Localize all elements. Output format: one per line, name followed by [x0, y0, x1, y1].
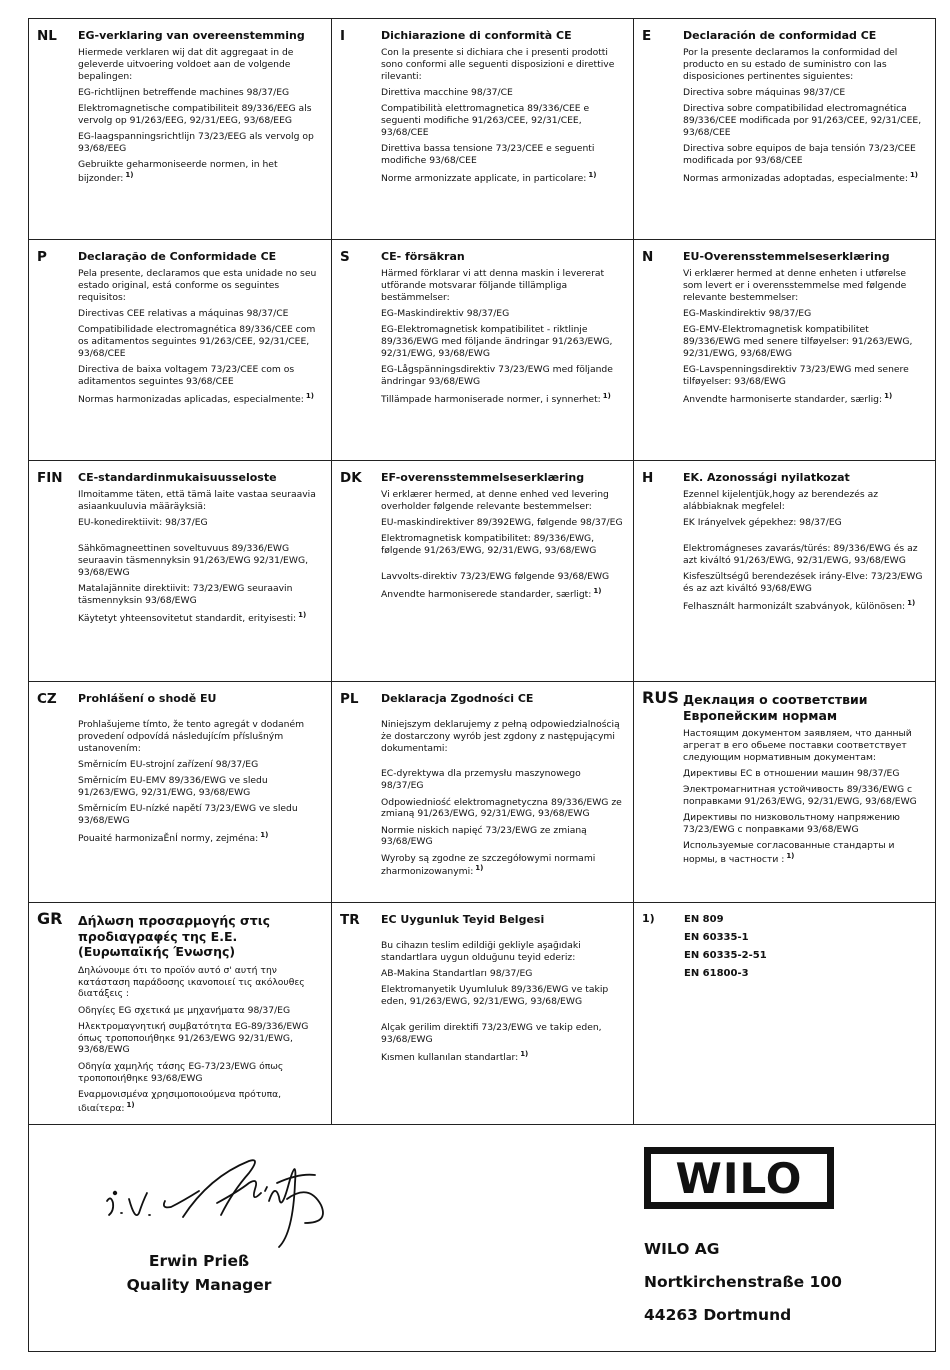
- declaration-paragraph: [381, 87, 625, 99]
- company-name: WILO AG: [644, 1240, 720, 1258]
- paragraph-text: Direttiva bassa tensione 73/23/CEE e seguenti modifiche 93/68/CEE: [381, 143, 595, 166]
- declaration-paragraph: [683, 489, 927, 513]
- footnote-marker: 1): [593, 587, 602, 596]
- declaration-cell-cz: [29, 682, 332, 903]
- declaration-paragraph: [381, 940, 625, 964]
- paragraph-text: Tillämpade harmoniserade normer, i synnerhet:: [381, 394, 601, 406]
- paragraph-text: Директивы ЕС в отношении машин 98/37/EG: [683, 768, 900, 780]
- declaration-paragraph: [381, 768, 625, 792]
- declaration-title: CE-standardinmukaisuusseloste: [78, 471, 277, 484]
- declaration-paragraph: [78, 1061, 323, 1085]
- declaration-paragraph: [78, 517, 323, 529]
- declaration-paragraph: [381, 517, 625, 529]
- logo-text: WILO: [675, 1153, 803, 1203]
- declaration-body: [381, 250, 625, 410]
- declaration-body: [78, 250, 323, 410]
- declaration-cell-i: [332, 19, 634, 240]
- language-code: N: [642, 249, 654, 265]
- paragraph-text: Felhasznált harmonizált szabványok, különösen:: [683, 601, 906, 613]
- declaration-body: [381, 29, 625, 189]
- footnote-marker: 1): [909, 171, 919, 180]
- paragraph-text: Directivas CEE relativas a máquinas 98/37/CE: [78, 307, 289, 319]
- declaration-paragraph: [683, 571, 927, 595]
- paragraph-text: Οδηγίες EG σχετικά με μηχανήματα 98/37/EG: [78, 1004, 291, 1016]
- declaration-title: EK. Azonossági nyilatkozat: [683, 471, 850, 484]
- declaration-paragraph: [78, 47, 323, 82]
- language-code: E: [642, 28, 652, 44]
- paragraph-text: EG-Elektromagnetisk kompatibilitet - riktlinje 89/336/EWG med följande ändringar 91/263/EWG, 92/31/EWG, 93/68/EWG: [381, 324, 613, 359]
- paragraph-text: Anvendte harmoniserede standarder, særligt:: [381, 589, 592, 601]
- paragraph-text: Normie niskich napięć 73/23/EWG ze zmianą 93/68/EWG: [381, 824, 587, 848]
- paragraph-text: EG-Maskindirektiv 98/37/EG: [683, 307, 812, 319]
- declaration-paragraph: [683, 812, 927, 836]
- declaration-paragraph: [381, 1022, 625, 1046]
- declaration-cell-s: [332, 240, 634, 461]
- paragraph-text: Hiermede verklaren wij dat dit aggregaat in de geleverde uitvoering voldoet aan de volgende bepalingen:: [78, 47, 294, 82]
- declaration-paragraph: [78, 489, 323, 513]
- paragraph-text: Norme armonizzate applicate, in particolare:: [381, 173, 587, 185]
- declaration-body: [78, 471, 323, 629]
- paragraph-text: Pouaité harmonizaĚnÍ normy, zejména:: [78, 833, 259, 845]
- paragraph-text: Δηλώνουμε ότι το προϊόν αυτό σ' αυτή την κατάσταση παράδοσης ικανοποιεί τις ακόλουθες διατάξεις :: [78, 964, 305, 1000]
- footnote-marker: 1): [126, 1100, 135, 1109]
- declaration-paragraph: [381, 533, 625, 557]
- declaration-cell-pl: [332, 682, 634, 903]
- paragraph-text: Normas armonizadas adoptadas, especialmente:: [683, 173, 908, 185]
- declaration-paragraph: [78, 268, 323, 303]
- declaration-paragraph: [381, 797, 625, 821]
- declaration-paragraph: [78, 719, 323, 754]
- declaration-paragraph: [683, 268, 927, 303]
- declaration-paragraph: [381, 392, 625, 406]
- footnote-marker: 1): [305, 392, 314, 401]
- paragraph-text: Электромагнитная устойчивость 89/336/EWG с поправками 91/263/EWG, 92/31/EWG, 93/68/EWG: [683, 784, 917, 808]
- footnote-marker: 1): [475, 864, 484, 873]
- declaration-cell-fin: [29, 461, 332, 682]
- paragraph-text: Elektromanyetik Uyumluluk 89/336/EWG ve takip eden, 91/263/EWG, 92/31/EWG, 93/68/EWG: [381, 984, 609, 1008]
- declaration-title: EU-Overensstemmelseserklæring: [683, 250, 890, 263]
- paragraph-text: Direttiva macchine 98/37/CE: [381, 86, 513, 98]
- declaration-paragraph: [683, 728, 927, 763]
- declaration-paragraph: [381, 103, 625, 138]
- declaration-paragraph: [683, 784, 927, 808]
- company-address: [644, 1233, 842, 1332]
- declaration-paragraph: [78, 1089, 323, 1115]
- standards-list: [684, 911, 767, 983]
- declaration-paragraph: [683, 308, 927, 320]
- declaration-body: [683, 250, 927, 410]
- declaration-paragraph: [683, 103, 927, 138]
- declaration-paragraph: [683, 543, 927, 567]
- paragraph-text: Используемые согласованные стандарты и нормы, в частности :: [683, 840, 895, 866]
- declaration-paragraph: [78, 803, 323, 827]
- declaration-title: Dichiarazione di conformità CE: [381, 29, 572, 42]
- language-code: NL: [37, 28, 57, 44]
- paragraph-text: Lavvolts-direktiv 73/23/EWG følgende 93/68/EWG: [381, 571, 610, 583]
- declaration-paragraph: [78, 159, 323, 185]
- declaration-paragraph: [683, 171, 927, 185]
- declaration-cell-dk: [332, 461, 634, 682]
- paragraph-text: Směrnicím EU-nízké napětí 73/23/EWG ve sledu 93/68/EWG: [78, 803, 298, 827]
- footnote-marker: 1): [260, 831, 269, 840]
- paragraph-text: Bu cihazın teslim edildiği gekliyle aşağıdaki standartlara uygun olduğunu teyid ederiz:: [381, 940, 581, 963]
- language-code: DK: [340, 470, 362, 486]
- declaration-title: EF-overensstemmelseserklæring: [381, 471, 585, 484]
- paragraph-text: Gebruikte geharmoniseerde normen, in het bijzonder:: [78, 159, 278, 185]
- paragraph-text: Vi erklærer hermed, at denne enhed ved levering overholder følgende relevante bestemmelser:: [381, 489, 609, 512]
- paragraph-text: Kısmen kullanılan standartlar:: [381, 1052, 519, 1064]
- declaration-paragraph: [381, 171, 625, 185]
- declaration-body: [381, 913, 625, 1068]
- paragraph-text: Ηλεκτρομαγνητική συμβατότητα EG-89/336/EWG όπως τροποποιήθηκε 91/263/EWG 92/31/EWG, 93/68/EWG: [78, 1020, 309, 1056]
- paragraph-text: EG-richtlijnen betreffende machines 98/37/EG: [78, 86, 290, 98]
- declaration-paragraph: [683, 840, 927, 866]
- declaration-paragraph: [78, 1021, 323, 1056]
- paragraph-text: EU-konedirektiivit: 98/37/EG: [78, 517, 208, 529]
- declaration-paragraph: [381, 571, 625, 583]
- declaration-paragraph: [78, 759, 323, 771]
- paragraph-text: Elektromágneses zavarás/türés: 89/336/EWG és az azt kiváltó 91/263/EWG, 92/31/EWG, 93/68/EWG: [683, 542, 918, 566]
- declaration-body: [683, 29, 927, 189]
- paragraph-text: AB-Makina Standartları 98/37/EG: [381, 968, 533, 980]
- language-code: GR: [37, 909, 63, 928]
- declaration-paragraph: [683, 47, 927, 82]
- declaration-cell-h: [634, 461, 935, 682]
- declaration-cell-n: [634, 240, 935, 461]
- paragraph-text: Ilmoitamme täten, että tämä laite vastaa seuraavia asiaankuuluvia määräyksiä:: [78, 489, 316, 512]
- footnote-marker: 1): [298, 610, 307, 619]
- footnote-marker: 1): [602, 392, 611, 401]
- declaration-paragraph: [78, 103, 323, 127]
- standards-cell: [634, 903, 935, 1125]
- declaration-paragraph: [78, 131, 323, 155]
- wilo-logo: [644, 1147, 834, 1209]
- paragraph-text: Normas harmonizadas aplicadas, especialmente:: [78, 394, 304, 406]
- declaration-title: CE- försäkran: [381, 250, 465, 263]
- signature-image: [99, 1143, 339, 1253]
- signatory-name: Erwin Prieß: [148, 1252, 250, 1270]
- standard-item: EN 809: [684, 914, 724, 925]
- paragraph-text: Εναρμονισμένα χρησιμοποιούμενα πρότυπα, ιδιαίτερα:: [78, 1088, 282, 1114]
- declaration-paragraph: [78, 392, 323, 406]
- declaration-grid: [29, 19, 935, 1125]
- paragraph-text: Elektromagnetische compatibiliteit 89/336/EEG als vervolg op 91/263/EEG, 92/31/EEG, 93/68/EEG: [78, 103, 312, 127]
- paragraph-text: Anvendte harmoniserte standarder, særlig:: [683, 394, 883, 406]
- paragraph-text: Директивы по низковольтному напряжению 73/23/EWG с поправками 93/68/EWG: [683, 812, 900, 836]
- declaration-title: Деклация о соответствии Европейским нормам: [683, 692, 868, 723]
- declaration-paragraph: [78, 965, 323, 1000]
- paragraph-text: Con la presente si dichiara che i presenti prodotti sono conformi alle seguenti disposizioni e direttive rilevanti:: [381, 47, 615, 82]
- paragraph-text: Kisfeszültségű berendezések irány-Elve: 73/23/EWG és az azt kiváltó 93/68/EWG: [683, 571, 923, 594]
- declaration-cell-nl: [29, 19, 332, 240]
- language-code: RUS: [642, 688, 679, 707]
- declaration-paragraph: [78, 308, 323, 320]
- paragraph-text: EG-Lågspänningsdirektiv 73/23/EWG med följande ändringar 93/68/EWG: [381, 364, 613, 387]
- company-street: Nortkirchenstraße 100: [644, 1273, 842, 1291]
- declaration-paragraph: [78, 775, 323, 799]
- standard-item: EN 61800-3: [684, 968, 749, 979]
- declaration-title: EC Uygunluk Teyid Belgesi: [381, 913, 545, 926]
- declaration-paragraph: [381, 489, 625, 513]
- language-code: I: [340, 28, 346, 44]
- language-code: PL: [340, 691, 359, 707]
- paragraph-text: Matalajännite direktiivit: 73/23/EWG seuraavin täsmennyksin 93/68/EWG: [78, 582, 293, 606]
- declaration-paragraph: [683, 517, 927, 529]
- declaration-paragraph: [381, 364, 625, 388]
- language-code: S: [340, 249, 350, 265]
- declaration-title: EG-verklaring van overeenstemming: [78, 29, 305, 42]
- paragraph-text: Wyroby są zgodne ze szczegółowymi normami zharmonizowanymi:: [381, 852, 596, 878]
- declaration-paragraph: [381, 47, 625, 82]
- declaration-paragraph: [381, 308, 625, 320]
- paragraph-text: Ezennel kijelentjük,hogy az berendezés az alábbiaknak megfelel:: [683, 489, 879, 512]
- language-code: FIN: [37, 470, 63, 486]
- declaration-paragraph: [78, 611, 323, 625]
- paragraph-text: Οδηγία χαμηλής τάσης EG-73/23/EWG όπως τροποποιήθηκε 93/68/EWG: [78, 1060, 284, 1084]
- declaration-paragraph: [78, 543, 323, 578]
- footnote-marker: 1): [588, 171, 597, 180]
- declaration-title: Declaração de Conformidade CE: [78, 250, 277, 263]
- paragraph-text: Compatibilidade electromagnética 89/336/CEE com os aditamentos seguintes 91/263/CEE, 92/31/CEE, 93/68/CEE: [78, 324, 316, 359]
- declaration-paragraph: [78, 324, 323, 359]
- signatory-block: [119, 1249, 279, 1297]
- declaration-body: [78, 29, 323, 189]
- company-city: 44263 Dortmund: [644, 1306, 792, 1324]
- paragraph-text: Vi erklærer hermed at denne enheten i utførelse som levert er i overensstemmelse med følgende relevante bestemmelser:: [683, 268, 907, 303]
- declaration-title: Δήλωση προσαρμογής στις προδιαγραφές της Ε.Ε. (Ευρωπαϊκής Ένωσης): [78, 913, 270, 960]
- paragraph-text: Směrnicím EU-strojní zařízení 98/37/EG: [78, 758, 259, 770]
- footnote-marker: 1): [520, 1050, 529, 1059]
- declaration-paragraph: [78, 831, 323, 845]
- declaration-paragraph: [381, 143, 625, 167]
- paragraph-text: Directiva sobre equipos de baja tensión 73/23/CEE modificada por 93/68/CEE: [683, 143, 916, 166]
- declaration-body: [381, 692, 625, 883]
- declaration-paragraph: [381, 968, 625, 980]
- paragraph-text: Elektromagnetisk kompatibilitet: 89/336/EWG, følgende 91/263/EWG, 92/31/EWG, 93/68/EWG: [381, 533, 597, 557]
- paragraph-text: Härmed förklarar vi att denna maskin i levererat utförande motsvarar följande tillämpliga bestämmelser:: [381, 268, 605, 303]
- declaration-paragraph: [683, 364, 927, 388]
- declaration-paragraph: [381, 853, 625, 879]
- declaration-paragraph: [683, 143, 927, 167]
- language-code: CZ: [37, 691, 57, 707]
- declaration-paragraph: [381, 587, 625, 601]
- declaration-body: [683, 692, 927, 870]
- declaration-paragraph: [78, 364, 323, 388]
- paragraph-text: Directiva de baixa voltagem 73/23/CEE com os aditamentos seguintes 93/68/CEE: [78, 364, 295, 387]
- declaration-body: [381, 471, 625, 606]
- declaration-body: [78, 692, 323, 850]
- paragraph-text: EG-EMV-Elektromagnetisk kompatibilitet 89/336/EWG med senere tilføyelser: 91/263/EWG, 92/31/EWG, 93/68/EWG: [683, 324, 913, 359]
- standard-item: EN 60335-1: [684, 932, 749, 943]
- declaration-frame: [28, 18, 936, 1352]
- declaration-paragraph: [381, 324, 625, 359]
- paragraph-text: Compatibilità elettromagnetica 89/336/CEE e seguenti modifiche 91/263/CEE, 92/31/CEE, 93/68/CEE: [381, 103, 590, 138]
- footnote-marker: 1): [125, 171, 134, 180]
- declaration-title: Prohlášení o shodě EU: [78, 692, 217, 705]
- standards-footnote-label: 1): [642, 912, 655, 925]
- footnote-marker: 1): [884, 392, 893, 401]
- declaration-title: Deklaracja Zgodności CE: [381, 692, 534, 705]
- paragraph-text: Niniejszym deklarujemy z pełną odpowiedzialnością że dostarczony wyrób jest zgdony z następującymi dokumentami:: [381, 719, 620, 754]
- paragraph-text: EG-Lavspenningsdirektiv 73/23/EWG med senere tilføyelser: 93/68/EWG: [683, 364, 909, 387]
- footnote-marker: 1): [907, 599, 916, 608]
- language-code: TR: [340, 912, 360, 928]
- declaration-paragraph: [381, 984, 625, 1008]
- declaration-cell-tr: [332, 903, 634, 1125]
- declaration-paragraph: [381, 268, 625, 303]
- declaration-cell-e: [634, 19, 935, 240]
- paragraph-text: Käytetyt yhteensovitetut standardit, erityisesti:: [78, 612, 297, 624]
- paragraph-text: Alçak gerilim direktifi 73/23/EWG ve takip eden, 93/68/EWG: [381, 1022, 602, 1045]
- standard-item: EN 60335-2-51: [684, 950, 767, 961]
- paragraph-text: EG-laagspanningsrichtlijn 73/23/EEG als vervolg op 93/68/EEG: [78, 131, 314, 155]
- declaration-paragraph: [683, 392, 927, 406]
- paragraph-text: Směrnicím EU-EMV 89/336/EWG ve sledu 91/263/EWG, 92/31/EWG, 93/68/EWG: [78, 775, 268, 799]
- declaration-paragraph: [78, 87, 323, 99]
- declaration-paragraph: [78, 1005, 323, 1017]
- declaration-cell-rus: [634, 682, 935, 903]
- declaration-cell-gr: [29, 903, 332, 1125]
- paragraph-text: EG-Maskindirektiv 98/37/EG: [381, 307, 510, 319]
- paragraph-text: EC-dyrektywa dla przemysłu maszynowego 98/37/EG: [381, 768, 581, 792]
- declaration-title: Declaración de conformidad CE: [683, 29, 877, 42]
- paragraph-text: Directiva sobre compatibilidad electromagnética 89/336/CEE modificada por 91/263/CEE, 92/31/CEE, 93/68/CEE: [683, 103, 922, 138]
- declaration-body: [683, 471, 927, 617]
- paragraph-text: Por la presente declaramos la conformidad del producto en su estado de suministro con las disposiciones pertinentes siguientes:: [683, 47, 898, 82]
- footnote-marker: 1): [786, 852, 795, 861]
- footer-section: [29, 1125, 935, 1351]
- paragraph-text: EK Irányelvek gépekhez: 98/37/EG: [683, 517, 842, 529]
- paragraph-text: Sähkömagneettinen soveltuvuus 89/336/EWG seuraavin täsmennyksin 91/263/EWG 92/31/EWG, 93/68/EWG: [78, 542, 308, 578]
- declaration-paragraph: [683, 768, 927, 780]
- signatory-role: Quality Manager: [126, 1276, 272, 1295]
- declaration-paragraph: [381, 719, 625, 754]
- language-code: P: [37, 249, 47, 265]
- declaration-paragraph: [683, 87, 927, 99]
- paragraph-text: Prohlašujeme tímto, že tento agregát v dodaném provedení odpovídá následujícím příslušným ustanovením:: [78, 719, 305, 754]
- declaration-paragraph: [381, 1050, 625, 1064]
- declaration-cell-p: [29, 240, 332, 461]
- paragraph-text: Pela presente, declaramos que esta unidade no seu estado original, está conforme os seguintes requisitos:: [78, 268, 317, 303]
- declaration-paragraph: [381, 825, 625, 849]
- declaration-paragraph: [683, 324, 927, 359]
- paragraph-text: Настоящим документом заявляем, что данный агрегат в его обьеме поставки соответствует следующим нормативным документам:: [683, 728, 912, 763]
- declaration-paragraph: [683, 599, 927, 613]
- paragraph-text: Odpowiedniość elektromagnetyczna 89/336/EWG ze zmianą 91/263/EWG, 92/31/EWG, 93/68/EWG: [381, 796, 622, 820]
- declaration-body: [78, 913, 323, 1119]
- paragraph-text: Directiva sobre máquinas 98/37/CE: [683, 86, 846, 98]
- paragraph-text: EU-maskindirektiver 89/392EWG, følgende 98/37/EG: [381, 517, 623, 529]
- language-code: H: [642, 470, 654, 486]
- declaration-paragraph: [78, 583, 323, 607]
